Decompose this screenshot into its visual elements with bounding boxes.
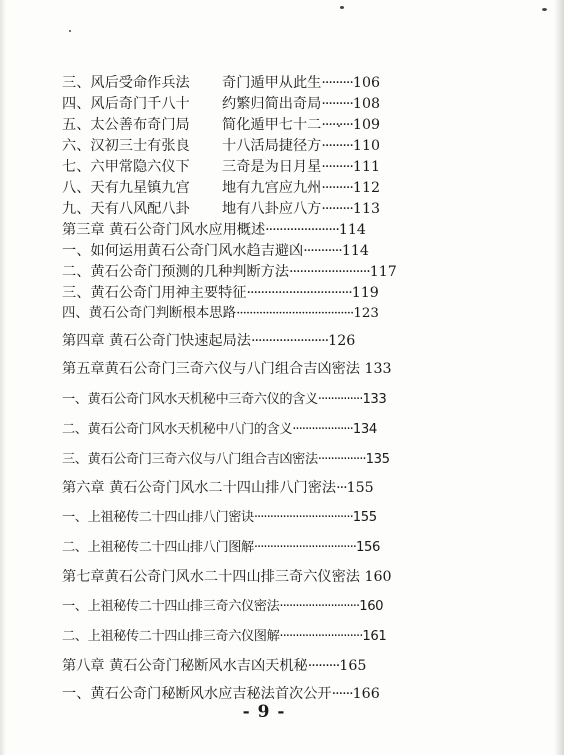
verse-left-text: 五、太公善布奇门局 <box>62 117 190 133</box>
leader-dots: ·············· <box>317 392 363 407</box>
entry-title: 第七章黄石公奇门风水二十四山排三奇六仪密法 <box>62 569 360 585</box>
leader-dots: ········· <box>321 75 353 91</box>
leader-dots: ····················· <box>265 222 339 238</box>
toc-section-entry <box>62 538 564 558</box>
entry-title: 第五章黄石公奇门三奇六仪与八门组合吉凶密法 <box>62 361 360 377</box>
entry-title: 三、黄石公奇门三奇六仪与八门组合吉凶密法 <box>62 452 318 467</box>
entry-title: 第三章 黄石公奇门风水应用概述 <box>62 222 266 238</box>
leader-dots: ········· <box>321 180 353 196</box>
page-ref: 166 <box>352 686 380 702</box>
entry-title: 第八章 黄石公奇门秘断风水吉凶天机秘 <box>62 658 308 674</box>
page-ref: 106 <box>352 75 381 91</box>
leader-dots: ························· <box>279 599 360 614</box>
toc-section-entry <box>62 420 564 440</box>
verse-left-text: 四、风后奇门千八十 <box>62 96 190 112</box>
entry-title: 二、上祖秘传二十四山排三奇六仪图解 <box>62 629 280 644</box>
page-ref: 114 <box>341 243 369 259</box>
entry-title: 一、上祖秘传二十四山排八门密诀 <box>62 510 254 525</box>
leader-dots: ···································· <box>236 306 354 321</box>
page-ref: 109 <box>352 117 381 133</box>
leader-dots: ······························· <box>253 510 353 525</box>
verse-left-text: 七、六甲常隐六仪下 <box>62 159 190 175</box>
toc-section-entry <box>62 627 564 647</box>
toc-section-entry <box>62 283 564 303</box>
leader-dots: ······························ <box>246 285 352 301</box>
page-ref: 108 <box>352 96 381 112</box>
toc-section-entry <box>62 508 564 528</box>
entry-title: 二、黄石公奇门风水天机秘中八门的含义 <box>62 422 293 437</box>
leader-dots: ·························· <box>279 629 363 644</box>
entry-title: 一、黄石公奇门秘断风水应吉秘法首次公开 <box>62 686 332 702</box>
toc-section-entry <box>62 597 564 617</box>
page-ref: 111 <box>352 159 381 175</box>
leader-dots: ········· <box>321 138 353 154</box>
entry-title: 一、如何运用黄石公奇门风水趋吉避凶 <box>62 243 304 259</box>
leader-dots: ········· <box>321 117 353 133</box>
verse-left-text: 六、汉初三士有张良 <box>62 138 190 154</box>
leader-dots: ··········· <box>303 243 342 259</box>
leader-dots: ······················ <box>250 333 329 349</box>
entry-title: 一、黄石公奇门风水天机秘中三奇六仪的含义 <box>62 392 318 407</box>
toc-section-entry <box>62 241 564 261</box>
page-ref: 110 <box>352 138 381 154</box>
entry-title: 四、黄石公奇门判断根本思路 <box>62 306 237 321</box>
toc-chapter-entry <box>62 478 564 498</box>
verse-right-text: 十八活局捷径方 <box>222 138 322 154</box>
toc-section-entry <box>62 684 564 704</box>
verse-left-text: 八、天有九星镇九宫 <box>62 180 190 196</box>
entry-title: 二、黄石公奇门预测的几种判断方法 <box>62 264 290 280</box>
page-ref: 112 <box>352 180 381 196</box>
page-ref: 155 <box>352 510 377 525</box>
entry-title: 第四章 黄石公奇门快速起局法 <box>62 333 251 349</box>
page-ref: 135 <box>365 452 390 467</box>
entry-title: 二、上祖秘传二十四山排八门图解 <box>62 540 254 555</box>
verse-right-text: 简化遁甲七十二 <box>222 117 322 133</box>
verse-right-text: 地有九宫应九州 <box>222 180 322 196</box>
verse-right-text: 地有八卦应八方 <box>222 201 322 217</box>
leader-dots: ··············· <box>317 452 366 467</box>
page-ref: 160 <box>364 569 392 585</box>
leader-dots: ································ <box>253 540 356 555</box>
entry-title: 第六章 黄石公奇门风水二十四山排八门密法 <box>62 480 337 496</box>
entry-title: 三、黄石公奇门用神主要特征 <box>62 285 247 301</box>
page-ref: 156 <box>355 540 380 555</box>
page-number: - 9 - <box>242 702 286 722</box>
leader-dots: ······················· <box>289 264 370 280</box>
page-ref: 155 <box>346 480 374 496</box>
leader-dots: ········· <box>321 96 353 112</box>
leader-dots: ··················· <box>292 422 353 437</box>
entry-title: 一、上祖秘传二十四山排三奇六仪密法 <box>62 599 280 614</box>
verse-right-text: 约繁归简出奇局 <box>222 96 322 112</box>
verse-right-text: 三奇是为日月星 <box>222 159 322 175</box>
page-ref: 126 <box>328 333 356 349</box>
page-ref: 114 <box>338 222 366 238</box>
leader-dots: ······ <box>331 686 353 702</box>
page-ref: 160 <box>359 599 384 614</box>
page-ref: 134 <box>352 422 377 437</box>
page-ref: 165 <box>339 658 367 674</box>
toc-section-entry <box>62 450 564 470</box>
toc-chapter-entry <box>62 359 564 379</box>
leader-dots: ··· <box>336 480 347 496</box>
toc-chapter-entry <box>62 656 564 676</box>
verse-right-text: 奇门遁甲从此生 <box>222 75 322 91</box>
toc-section-entry <box>62 304 564 324</box>
toc-chapter-entry <box>62 567 564 587</box>
page-ref: 117 <box>369 264 397 280</box>
page-ref: 113 <box>352 201 381 217</box>
page-ref: 123 <box>353 306 379 321</box>
toc-chapter-entry <box>62 331 564 351</box>
page-ref: 133 <box>364 361 392 377</box>
page-ref: 133 <box>362 392 387 407</box>
page-ref: 161 <box>362 629 387 644</box>
verse-left-text: 三、风后受命作兵法 <box>62 75 190 91</box>
page-ref: 119 <box>351 285 379 301</box>
leader-dots: ········· <box>307 658 340 674</box>
leader-dots: ········· <box>321 159 353 175</box>
leader-dots: ········· <box>321 201 353 217</box>
toc-section-entry <box>62 262 564 282</box>
verse-left-text: 九、天有八风配八卦 <box>62 201 190 217</box>
toc-section-entry <box>62 390 564 410</box>
toc-chapter-entry <box>62 220 564 240</box>
